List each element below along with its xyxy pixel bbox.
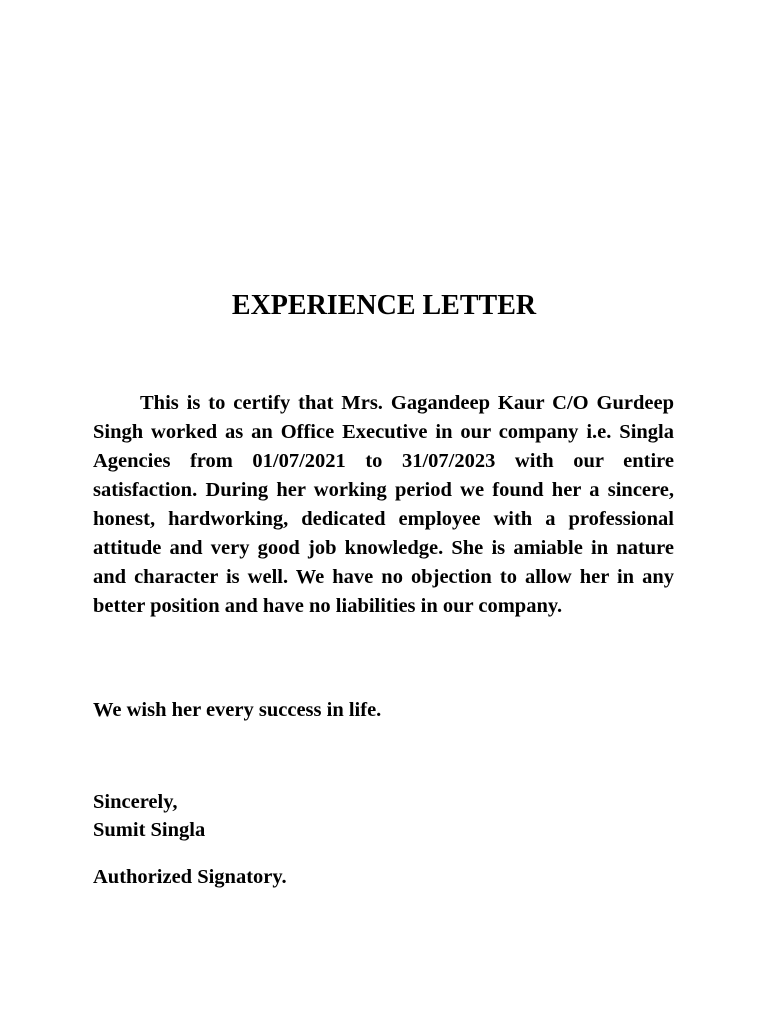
- letter-body: This is to certify that Mrs. Gagandeep Kaur C/O Gurdeep Singh worked as an Office Executive in our company i.e. Singla Agencies from 01/07/2021 to 31/07/2023 with our entire satisfaction. During her working period we found her a sincere, honest, hardworking, dedicated employee with a professional attitude and very good job knowledge. She is amiable in nature and character is well. We have no objection to allow her in any better position and have no liabilities in our company.: [93, 392, 674, 617]
- letter-title: EXPERIENCE LETTER: [231, 290, 537, 321]
- signer-title: Authorized Signatory.: [93, 866, 287, 888]
- closing-block: [93, 788, 205, 844]
- wish-line: We wish her every success in life.: [93, 699, 382, 721]
- closing-salutation: Sincerely,: [93, 791, 178, 813]
- signer-name: Sumit Singla: [93, 819, 206, 841]
